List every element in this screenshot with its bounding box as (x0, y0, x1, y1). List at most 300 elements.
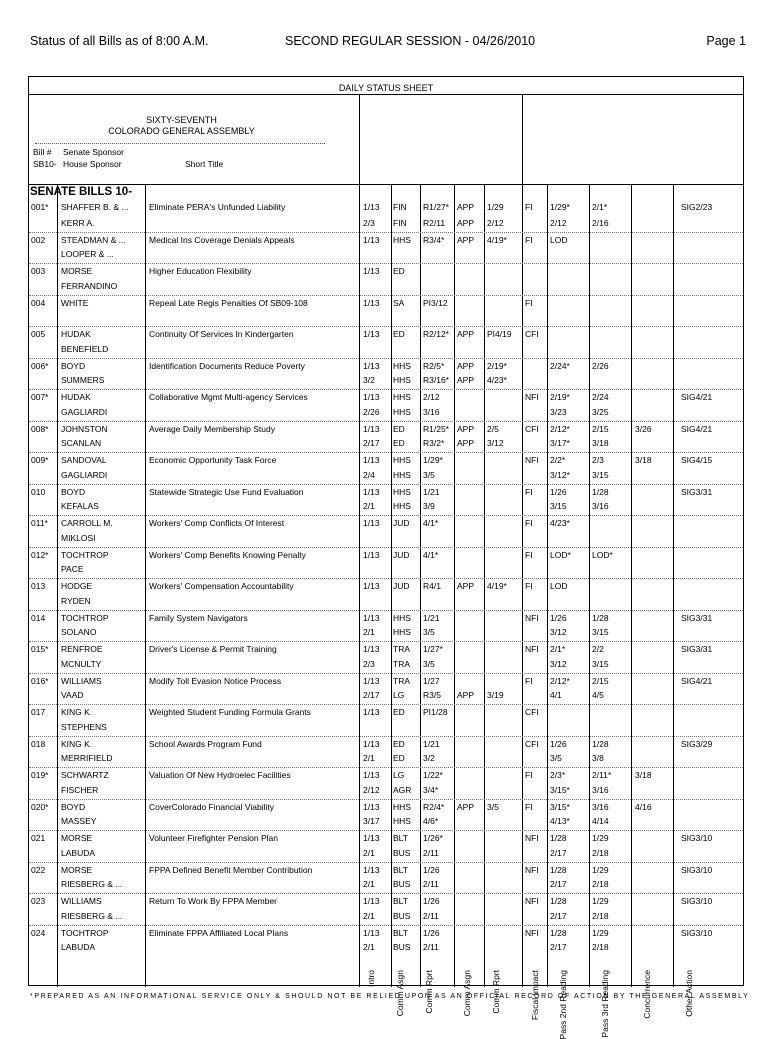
comm-asgn-1-cell: ED (393, 738, 405, 749)
comm-asgn-1-cell: JUD (393, 549, 410, 560)
comm-asgn-1-cell: HHS (393, 455, 411, 465)
bill-number-cell: 007* (31, 392, 49, 402)
fiscal-impact-column-header: Fiscal Impact (530, 970, 540, 1021)
comm-rprt-2-cell: 1/29 (487, 202, 504, 212)
short-title-cell: Higher Education Flexibility (149, 266, 252, 276)
sponsor-cell: KERR A. (61, 217, 95, 228)
pass-2nd-reading-cell: 3/23 (550, 406, 567, 417)
other-action-cell: SIG4/21 (681, 675, 713, 686)
comm-rprt-1-cell: 1/26* (423, 833, 443, 843)
bill-number-cell: 017 (31, 707, 46, 717)
comm-rprt-1-cell: R3/16* (423, 375, 449, 386)
table-row (29, 877, 743, 893)
comm-asgn-1-cell: FIN (393, 217, 407, 228)
table-row (29, 405, 743, 421)
table-row (29, 610, 743, 626)
comm-asgn-1-cell: HHS (393, 612, 411, 623)
pass-3rd-reading-cell: 3/16 (592, 801, 609, 812)
comm-asgn-2-cell: APP (457, 234, 475, 245)
intro-date-cell: 1/13 (363, 518, 380, 528)
pass-3rd-reading-cell: 2/15 (592, 675, 609, 686)
sponsor-cell: LABUDA (61, 847, 96, 858)
bill-number-cell: 020* (31, 801, 49, 812)
bill-number-cell: 011* (31, 518, 48, 528)
assembly-line-1: SIXTY-SEVENTH (146, 115, 217, 125)
comm-asgn-1-cell: BLT (393, 864, 408, 875)
intro-column-header: Intro (366, 970, 376, 988)
pass-3rd-reading-cell: 3/15 (592, 469, 609, 480)
pass-3rd-reading-cell: 1/29 (592, 927, 609, 938)
comm-asgn-1-cell: HHS (393, 486, 411, 497)
intro-date-cell: 2/17 (363, 690, 380, 701)
comm-rprt-2-cell: PI4/19 (487, 329, 512, 339)
comm-asgn-1-cell: HHS (393, 501, 411, 512)
comm-asgn-1-cell: FIN (393, 202, 407, 212)
pass-2nd-reading-cell: LOD (550, 234, 568, 245)
table-row (29, 578, 743, 594)
pass-2nd-reading-cell: 2/12 (550, 217, 567, 228)
comm-asgn-1-cell: HHS (393, 375, 411, 386)
table-row (29, 562, 743, 578)
session-title: SECOND REGULAR SESSION - 04/26/2010 (285, 34, 536, 48)
other-action-cell: SIG4/21 (681, 392, 713, 402)
short-title-cell: Statewide Strategic Use Fund Evaluation (149, 486, 304, 497)
sponsor-cell: GAGLIARDI (61, 469, 108, 480)
table-row (29, 799, 743, 815)
pass-3rd-reading-cell: 3/16 (592, 784, 609, 795)
pass-2nd-reading-cell: 1/28 (550, 896, 567, 906)
pass-2nd-reading-cell: 3/15* (550, 801, 570, 812)
comm-rprt-1-cell: 4/6* (423, 816, 439, 827)
short-title-cell: CoverColorado Financial Viability (149, 801, 275, 812)
intro-date-cell: 1/13 (363, 581, 380, 591)
intro-date-cell: 1/13 (363, 864, 380, 875)
sponsor-cell: TOCHTROP (61, 927, 109, 938)
table-row (29, 263, 743, 279)
bill-number-cell: 001* (31, 202, 49, 212)
sponsor-cell: WILLIAMS (61, 675, 102, 686)
table-row (29, 436, 743, 452)
comm-rprt-1-cell: R4/1 (423, 581, 441, 591)
table-row (29, 814, 743, 830)
pass-2nd-reading-cell: 2/1* (550, 644, 566, 654)
comm-rprt-1-cell: 1/22* (423, 770, 443, 780)
comm-asgn-1-cell: BUS (393, 910, 411, 921)
short-title-cell: Continuity Of Services In Kindergarten (149, 329, 294, 339)
sponsor-cell: SCHWARTZ (61, 770, 109, 780)
sponsor-cell: MCNULTY (61, 658, 102, 669)
table-row (29, 830, 743, 846)
sponsor-cell: SANDOVAL (61, 455, 107, 465)
comm-rprt-2-cell: 4/19* (487, 581, 507, 591)
comm-rprt-1-cell: 1/26 (423, 864, 440, 875)
intro-date-cell: 1/13 (363, 392, 380, 402)
intro-date-cell: 2/17 (363, 438, 380, 449)
pass-2nd-reading-cell: 1/29* (550, 202, 570, 212)
intro-date-cell: 1/13 (363, 202, 380, 212)
comm-asgn-2-cell: APP (457, 360, 475, 371)
intro-date-cell: 1/13 (363, 234, 380, 245)
sb-prefix-label: SB10- (33, 159, 57, 169)
pass-3rd-reading-cell: 3/16 (592, 501, 609, 512)
comm-rprt-1-cell: 3/2 (423, 753, 435, 764)
short-title-cell: Medical Ins Coverage Denials Appeals (149, 234, 295, 245)
comm-rprt-1-cell: 1/21 (423, 486, 440, 497)
comm-asgn-1-cell: HHS (393, 360, 411, 371)
pass-2nd-reading-cell: 1/26 (550, 486, 567, 497)
table-row (29, 641, 743, 657)
comm-asgn-1-cell: LG (393, 770, 405, 780)
fiscal-impact-cell: FI (525, 801, 533, 812)
fiscal-impact-cell: CFI (525, 423, 539, 434)
comm-asgn-1-cell: BUS (393, 879, 411, 890)
comm-rprt-1-cell: 1/21 (423, 612, 440, 623)
table-row (29, 547, 743, 563)
table-row (29, 862, 743, 878)
comm-asgn-1-column-header: Comm Asgn (395, 970, 405, 1017)
comm-asgn-1-cell: AGR (393, 784, 412, 795)
concurrence-cell: 3/18 (635, 770, 652, 780)
intro-date-cell: 2/3 (363, 217, 375, 228)
pass-3rd-reading-cell: 2/3 (592, 455, 604, 465)
short-title-cell: Repeal Late Regis Penalties Of SB09-108 (149, 297, 308, 308)
intro-date-cell: 2/1 (363, 847, 375, 858)
comm-rprt-2-cell: 4/23* (487, 375, 507, 386)
short-title-label: Short Title (185, 159, 224, 169)
sponsor-cell: BENEFIELD (61, 343, 109, 354)
comm-rprt-1-cell: R2/11 (423, 217, 446, 228)
short-title-cell: Family System Navigators (149, 612, 248, 623)
intro-date-cell: 1/13 (363, 738, 380, 749)
comm-rprt-1-cell: 3/5 (423, 658, 435, 669)
table-row (29, 515, 743, 531)
sponsor-cell: BOYD (61, 360, 86, 371)
comm-asgn-1-cell: HHS (393, 234, 411, 245)
other-action-cell: SIG3/10 (681, 896, 713, 906)
table-row (29, 704, 743, 720)
pass-3rd-reading-cell: 2/24 (592, 392, 609, 402)
comm-asgn-1-cell: HHS (393, 627, 411, 638)
fiscal-impact-cell: FI (525, 518, 533, 528)
pass-2nd-reading-cell: 2/24* (550, 360, 570, 371)
pass-3rd-reading-cell: 1/29 (592, 896, 609, 906)
sponsor-cell: FERRANDINO (61, 280, 118, 291)
comm-rprt-2-cell: 2/12 (487, 217, 504, 228)
table-row (29, 484, 743, 500)
comm-rprt-1-cell: 3/9 (423, 501, 435, 512)
intro-date-cell: 2/12 (363, 784, 380, 795)
pass-3rd-reading-cell: 2/18 (592, 910, 609, 921)
pass-2nd-reading-cell: 2/19* (550, 392, 570, 402)
comm-rprt-1-cell: 1/27 (423, 675, 440, 686)
disclaimer-footer: *PREPARED AS AN INFORMATIONAL SERVICE ONLY & SHOULD NOT BE RELIED UPON AS AN OFFICIAL RECORD OF ACTION BY THE GENERAL ASSEMBLY (30, 993, 750, 1000)
bill-number-cell: 006* (31, 360, 49, 371)
sponsor-cell: MORSE (61, 864, 93, 875)
bill-number-cell: 022 (31, 864, 46, 875)
sponsor-cell: RIESBERG & ... (61, 879, 123, 890)
intro-date-cell: 2/26 (363, 406, 380, 417)
comm-asgn-1-cell: JUD (393, 581, 410, 591)
fiscal-impact-cell: NFI (525, 927, 539, 938)
comm-rprt-1-cell: PI3/12 (423, 297, 448, 308)
bill-number-cell: 002 (31, 234, 46, 245)
fiscal-impact-cell: NFI (525, 392, 539, 402)
comm-asgn-1-cell: BLT (393, 927, 408, 938)
comm-asgn-1-cell: ED (393, 329, 405, 339)
pass-2nd-reading-cell: 1/28 (550, 864, 567, 875)
sponsor-cell: PACE (61, 564, 84, 575)
pass-2nd-reading-cell: 2/12* (550, 423, 570, 434)
concurrence-cell: 4/16 (635, 801, 652, 812)
intro-date-cell: 2/4 (363, 469, 375, 480)
comm-asgn-1-cell: BLT (393, 833, 408, 843)
pass-3rd-reading-cell: 1/28 (592, 612, 609, 623)
sponsor-cell: BOYD (61, 486, 86, 497)
fiscal-impact-cell: FI (525, 770, 533, 780)
pass-3rd-reading-cell: 2/18 (592, 942, 609, 953)
intro-date-cell: 2/1 (363, 879, 375, 890)
fiscal-impact-cell: NFI (525, 612, 539, 623)
table-row (29, 940, 743, 956)
bill-number-cell: 024 (31, 927, 46, 938)
short-title-cell: Driver's License & Permit Training (149, 644, 277, 654)
assembly-heading (49, 115, 314, 137)
short-title-cell: Weighted Student Funding Formula Grants (149, 707, 311, 717)
intro-date-cell: 1/13 (363, 455, 380, 465)
comm-rprt-1-cell: 3/5 (423, 469, 435, 480)
short-title-cell: Collaborative Mgmt Multi-agency Services (149, 392, 308, 402)
pass-2nd-reading-cell: 2/17 (550, 942, 567, 953)
comm-rprt-1-cell: R2/12* (423, 329, 449, 339)
comm-rprt-1-cell: PI1/28 (423, 707, 448, 717)
comm-asgn-2-cell: APP (457, 375, 475, 386)
pass-2nd-reading-cell: LOD* (550, 549, 571, 560)
sponsor-cell: MORSE (61, 266, 93, 276)
table-row (29, 452, 743, 468)
intro-date-cell: 3/2 (363, 375, 375, 386)
pass-3rd-reading-cell: 3/25 (592, 406, 609, 417)
bill-number-cell: 012* (31, 549, 49, 560)
pass-3rd-reading-cell: 2/18 (592, 847, 609, 858)
table-row (29, 342, 743, 358)
comm-rprt-1-cell: 1/27* (423, 644, 443, 654)
comm-asgn-1-cell: SA (393, 297, 405, 308)
short-title-cell: Modify Toll Evasion Notice Process (149, 675, 282, 686)
comm-asgn-1-cell: HHS (393, 392, 411, 402)
table-row (29, 310, 743, 326)
column-divider (359, 94, 360, 184)
table-row (29, 846, 743, 862)
comm-rprt-1-cell: 4/1* (423, 518, 439, 528)
comm-rprt-1-cell: 3/4* (423, 784, 439, 795)
table-row (29, 783, 743, 799)
intro-date-cell: 2/1 (363, 627, 375, 638)
bill-number-cell: 019* (31, 770, 49, 780)
comm-rprt-1-cell: 1/26 (423, 896, 440, 906)
comm-rprt-1-cell: 1/29* (423, 455, 443, 465)
comm-asgn-2-cell: APP (457, 217, 475, 228)
other-action-cell: SIG3/31 (681, 486, 713, 497)
table-row (29, 468, 743, 484)
table-row (29, 767, 743, 783)
comm-asgn-1-cell: HHS (393, 816, 411, 827)
comm-asgn-1-cell: ED (393, 707, 405, 717)
sponsor-cell: MORSE (61, 833, 93, 843)
pass-2nd-reading-cell: 1/26 (550, 612, 567, 623)
intro-date-cell: 3/17 (363, 816, 380, 827)
pass-2nd-reading-cell: 2/2* (550, 455, 566, 465)
pass-2nd-reading-cell: 3/12 (550, 658, 567, 669)
header-divider (29, 184, 743, 185)
short-title-cell: Workers' Comp Conflicts Of Interest (149, 518, 285, 528)
sponsor-cell: VAAD (61, 690, 84, 701)
pass-3rd-reading-cell: 1/28 (592, 486, 609, 497)
comm-asgn-2-column-header: Comm Asgn (462, 970, 472, 1017)
sponsor-cell: SOLANO (61, 627, 97, 638)
sponsor-cell: LOOPER & ... (61, 249, 114, 260)
comm-asgn-2-cell: APP (457, 329, 475, 339)
bill-number-cell: 015* (31, 644, 49, 654)
comm-asgn-1-cell: BLT (393, 896, 408, 906)
comm-asgn-1-cell: TRA (393, 644, 410, 654)
comm-rprt-1-cell: R1/27* (423, 202, 449, 212)
pass-3rd-reading-cell: 2/16 (592, 217, 609, 228)
comm-rprt-2-cell: 3/5 (487, 801, 499, 812)
fiscal-impact-cell: NFI (525, 833, 539, 843)
bill-number-cell: 003 (31, 266, 46, 276)
bill-number-cell: 009* (31, 455, 49, 465)
comm-asgn-2-cell: APP (457, 581, 475, 591)
table-row (29, 499, 743, 515)
short-title-cell: Eliminate FPPA Affiliated Local Plans (149, 927, 289, 938)
fiscal-impact-cell: CFI (525, 707, 539, 717)
intro-date-cell: 1/13 (363, 927, 380, 938)
intro-date-cell: 1/13 (363, 833, 380, 843)
pass-3rd-reading-cell: LOD* (592, 549, 613, 560)
sponsor-cell: GAGLIARDI (61, 406, 108, 417)
intro-date-cell: 1/13 (363, 423, 380, 434)
sponsor-cell: MIKLOSI (61, 532, 96, 543)
sponsor-cell: HODGE (61, 581, 93, 591)
bill-number-label: Bill # (33, 147, 52, 157)
fiscal-impact-cell: NFI (525, 864, 539, 875)
table-row (29, 893, 743, 909)
other-action-cell: SIG3/10 (681, 833, 713, 843)
comm-rprt-1-cell: R3/2* (423, 438, 445, 449)
sponsor-cell: WILLIAMS (61, 896, 102, 906)
comm-asgn-1-cell: BUS (393, 942, 411, 953)
sponsor-cell: RENFROE (61, 644, 103, 654)
comm-asgn-1-cell: HHS (393, 469, 411, 480)
comm-asgn-2-cell: APP (457, 423, 475, 434)
table-row (29, 925, 743, 941)
pass-2nd-reading-cell: 2/17 (550, 879, 567, 890)
sponsor-cell: SUMMERS (61, 375, 105, 386)
pass-3rd-reading-cell: 4/14 (592, 816, 609, 827)
bill-number-cell: 004 (31, 297, 46, 308)
column-divider (522, 94, 523, 184)
pass-2nd-reading-cell: 2/17 (550, 847, 567, 858)
pass-2nd-reading-cell: 4/23* (550, 518, 570, 528)
other-action-cell: SIG2/23 (681, 202, 713, 212)
fiscal-impact-cell: CFI (525, 738, 539, 749)
pass-3rd-reading-cell: 3/15 (592, 627, 609, 638)
intro-date-cell: 1/13 (363, 612, 380, 623)
other-action-cell: SIG3/10 (681, 927, 713, 938)
sponsor-cell: WHITE (61, 297, 89, 308)
concurrence-cell: 3/18 (635, 455, 652, 465)
pass-3rd-reading-cell: 1/28 (592, 738, 609, 749)
comm-rprt-1-column-header: Comm Rprt (424, 970, 434, 1014)
intro-date-cell: 2/1 (363, 753, 375, 764)
other-action-cell: SIG4/21 (681, 423, 713, 434)
fiscal-impact-cell: FI (525, 202, 533, 212)
table-row (29, 909, 743, 925)
assembly-underline (35, 143, 325, 144)
sponsor-cell: STEPHENS (61, 721, 107, 732)
concurrence-cell: 3/26 (635, 423, 652, 434)
bill-number-cell: 018 (31, 738, 46, 749)
table-row (29, 594, 743, 610)
pass-3rd-reading-cell: 2/1* (592, 202, 608, 212)
short-title-cell: Valuation Of New Hydroelec Facilities (149, 770, 291, 780)
pass-2nd-reading-cell: 2/3* (550, 770, 566, 780)
comm-rprt-2-column-header: Comm Rprt (491, 970, 501, 1014)
comm-rprt-1-cell: R2/4* (423, 801, 445, 812)
comm-rprt-2-cell: 2/19* (487, 360, 507, 371)
comm-rprt-1-cell: 2/12 (423, 392, 440, 402)
fiscal-impact-cell: FI (525, 581, 533, 591)
pass-3rd-reading-cell: 2/18 (592, 879, 609, 890)
comm-asgn-2-cell: APP (457, 801, 475, 812)
section-title: SENATE BILLS 10- (30, 186, 133, 198)
fiscal-impact-cell: FI (525, 234, 533, 245)
comm-asgn-1-cell: ED (393, 266, 405, 276)
sponsor-cell: CARROLL M. (61, 518, 113, 528)
table-row (29, 657, 743, 673)
sponsor-cell: TOCHTROP (61, 612, 109, 623)
pass-2nd-reading-cell: 3/12* (550, 469, 570, 480)
short-title-cell: FPPA Defined Benefit Member Contribution (149, 864, 313, 875)
comm-asgn-2-cell: APP (457, 690, 475, 701)
fiscal-impact-cell: CFI (525, 329, 539, 339)
short-title-cell: Workers' Compensation Accountability (149, 581, 294, 591)
table-row (29, 358, 743, 374)
table-row (29, 389, 743, 405)
pass-2nd-reading-cell: 4/13* (550, 816, 570, 827)
sponsor-cell: SCANLAN (61, 438, 102, 449)
comm-rprt-2-cell: 4/19* (487, 234, 507, 245)
table-row (29, 216, 743, 232)
bill-number-cell: 014 (31, 612, 46, 623)
pass-2nd-reading-cell: 4/1 (550, 690, 562, 701)
intro-date-cell: 1/13 (363, 896, 380, 906)
bill-number-cell: 021 (31, 833, 46, 843)
sponsor-cell: SHAFFER B. & ... (61, 202, 129, 212)
pass-3rd-reading-cell: 3/8 (592, 753, 604, 764)
intro-date-cell: 1/13 (363, 644, 380, 654)
comm-asgn-1-cell: LG (393, 690, 405, 701)
sponsor-cell: HUDAK (61, 392, 91, 402)
sponsor-cell: KING K. (61, 707, 93, 717)
comm-asgn-1-cell: TRA (393, 658, 410, 669)
comm-rprt-1-cell: R1/25* (423, 423, 449, 434)
comm-rprt-1-cell: 1/26 (423, 927, 440, 938)
fiscal-impact-cell: NFI (525, 644, 539, 654)
comm-asgn-1-cell: HHS (393, 406, 411, 417)
intro-date-cell: 1/13 (363, 549, 380, 560)
comm-asgn-1-cell: BUS (393, 847, 411, 858)
